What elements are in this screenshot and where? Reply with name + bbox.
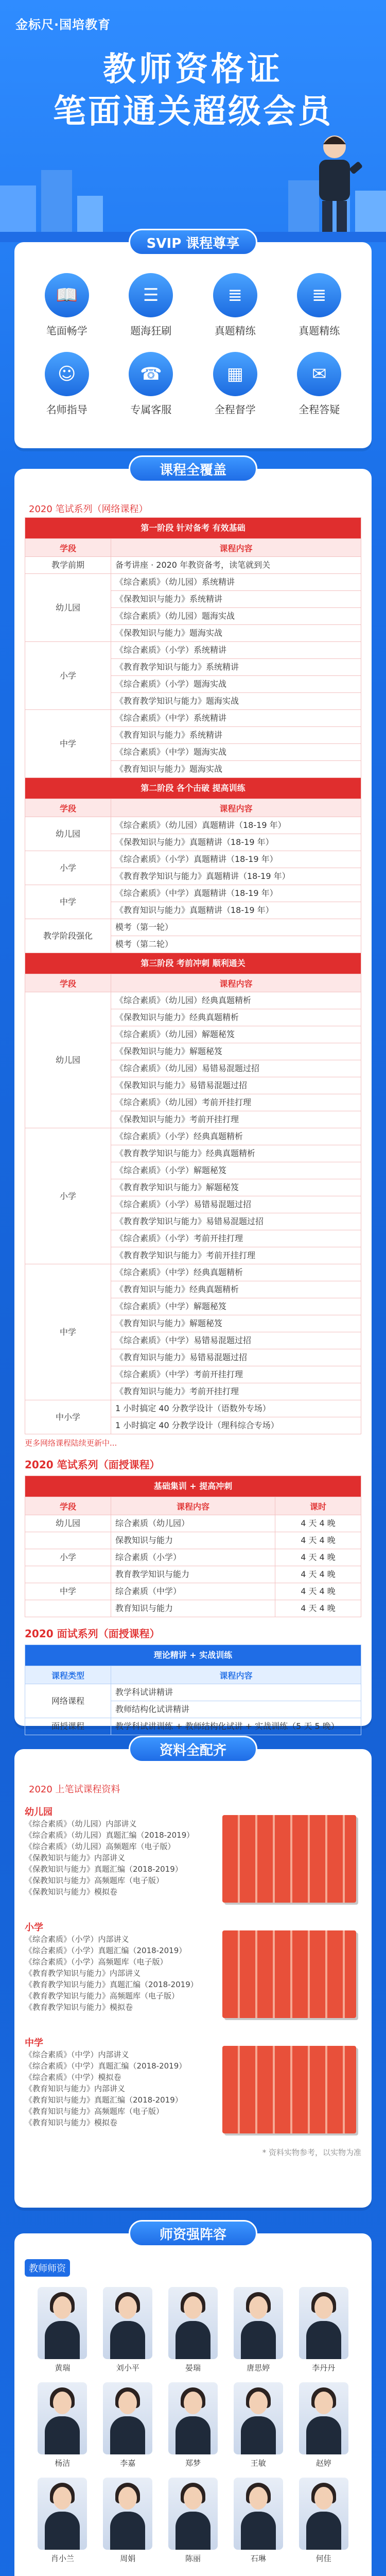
- hours-cell: 4 天 4 晚: [275, 1600, 361, 1617]
- table-row: [25, 1128, 361, 1145]
- calendar-icon: ▦: [213, 352, 257, 396]
- hours-cell: 4 天 4 晚: [275, 1515, 361, 1532]
- course-cell: 《教育知识与能力》考前开挂打理: [111, 1383, 361, 1400]
- column-header: 课程内容: [111, 1666, 361, 1684]
- teacher-name: 肖小兰: [50, 2554, 74, 2563]
- course-cell: 教学科试讲精讲: [111, 1684, 361, 1701]
- material-item: 《综合素质》（小学）内部讲义: [25, 1935, 129, 1944]
- hero-title: [0, 49, 386, 133]
- hours-cell: 4 天 4 晚: [275, 1583, 361, 1600]
- course-cell: 《保教知识与能力》易错易混题过招: [111, 1077, 361, 1094]
- hours-cell: 4 天 4 晚: [275, 1566, 361, 1583]
- teacher-name: 周娟: [120, 2554, 136, 2563]
- stage-row: [25, 1476, 361, 1497]
- svip-item: [193, 273, 277, 337]
- material-item: 《综合素质》（中学）模拟卷: [25, 2073, 121, 2082]
- course-cell: 《教育教学知识与能力》经典真题精析: [111, 1145, 361, 1162]
- material-item: 《综合素质》（幼儿园）真题汇编（2018-2019）: [25, 1831, 195, 1840]
- table-row: [25, 919, 361, 936]
- paper-icon: ≣: [297, 273, 341, 317]
- teachers-inner: [25, 2259, 361, 2576]
- material-group: [25, 1805, 361, 1913]
- svip-item: [277, 273, 362, 337]
- svip-item: [109, 352, 194, 416]
- course-cell: 《保教知识与能力》真题精讲（18-19 年）: [111, 834, 361, 851]
- teacher-name: 杨洁: [55, 2459, 71, 2468]
- material-item: 《综合素质》（幼儿园）高频题库（电子版）: [25, 1842, 176, 1851]
- course-cell: 《综合素质》（幼儿园）题海实战: [111, 608, 361, 625]
- material-group: [25, 2036, 361, 2144]
- course-cell: 《保教知识与能力》题海实战: [111, 625, 361, 642]
- materials-groups: [25, 1805, 361, 2144]
- level-cell: 幼儿园: [25, 574, 111, 642]
- material-item: 《教育知识与能力》内部讲义: [25, 2084, 126, 2093]
- table-row: [25, 1566, 361, 1583]
- material-item: 《保教知识与能力》高频题库（电子版）: [25, 1876, 164, 1885]
- written-course-table: [25, 517, 361, 1434]
- teacher-avatar: [38, 2382, 87, 2454]
- course-cell: 模考（第二轮）: [111, 936, 361, 953]
- course-cell: 综合素质（幼儿园）: [111, 1515, 275, 1532]
- stage-heading: 第一阶段 针对备考 有效基础: [25, 518, 361, 539]
- level-cell: [25, 1600, 111, 1617]
- table-row: [25, 817, 361, 834]
- teacher-avatar: [299, 2287, 348, 2359]
- course-cell: 《综合素质》（中学）考前开挂打理: [111, 1366, 361, 1383]
- face-course-table: [25, 1476, 361, 1617]
- teacher-avatar: [103, 2382, 152, 2454]
- material-level: 幼儿园: [25, 1807, 52, 1818]
- teacher-avatar: [168, 2382, 218, 2454]
- teachers-tag: 教师师资: [25, 2259, 70, 2277]
- level-cell: 幼儿园: [25, 1515, 111, 1532]
- teacher-card: [95, 2287, 161, 2373]
- course-cell: 《综合素质》（小学）经典真题精析: [111, 1128, 361, 1145]
- book-stack-illustration: [222, 1930, 356, 2018]
- materials-note: * 资料实物参考，以实物为准: [262, 2148, 361, 2157]
- course-cell: 《综合素质》（幼儿园）经典真题精析: [111, 992, 361, 1009]
- svip-title: SVIP 课程尊享: [129, 229, 257, 256]
- type-cell: 网络课程: [25, 1684, 111, 1718]
- chat-icon: ✉: [297, 352, 341, 396]
- svip-label: 笔面畅学: [46, 325, 87, 337]
- course-cell: 《教育教学知识与能力》系统精讲: [111, 659, 361, 676]
- course-cell: 《综合素质》（中学）解题秘笈: [111, 1298, 361, 1315]
- svip-label: 专属客服: [130, 403, 172, 416]
- teacher-card: [95, 2478, 161, 2564]
- teacher-card: [161, 2382, 226, 2468]
- material-item: 《综合素质》（小学）真题汇编（2018-2019）: [25, 1946, 187, 1955]
- level-cell: 小学: [25, 642, 111, 710]
- material-level: 小学: [25, 1922, 43, 1933]
- stage-row: [25, 1645, 361, 1666]
- stage-row: [25, 953, 361, 974]
- table-row: [25, 1583, 361, 1600]
- hours-cell: 4 天 4 晚: [275, 1549, 361, 1566]
- course-cell: 《综合素质》（小学）考前开挂打理: [111, 1230, 361, 1247]
- teacher-card: [161, 2287, 226, 2373]
- svip-label: 全程督学: [214, 403, 256, 416]
- teachers-title: 师资强阵容: [129, 2220, 257, 2247]
- teacher-avatar: [103, 2287, 152, 2359]
- svip-label: 全程答疑: [299, 403, 340, 416]
- table-row: [25, 1264, 361, 1281]
- course-cell: 《教育教学知识与能力》考前开挂打理: [111, 1247, 361, 1264]
- teacher-grid: [25, 2277, 361, 2576]
- materials-card: [14, 1743, 372, 2208]
- teacher-avatar: [234, 2382, 283, 2454]
- material-item: 《教育教学知识与能力》内部讲义: [25, 1969, 141, 1978]
- svip-label: 名师指导: [46, 403, 87, 416]
- level-cell: 教学前期: [25, 557, 111, 574]
- written-series-tag: 2020 笔试系列（网络课程）: [29, 504, 148, 515]
- material-item: 《教育知识与能力》高频题库（电子版）: [25, 2107, 164, 2116]
- course-cell: 《综合素质》（小学）解题秘笈: [111, 1162, 361, 1179]
- course-cell: 《综合素质》（幼儿园）真题精讲（18-19 年）: [111, 817, 361, 834]
- table-header-row: [25, 799, 361, 817]
- type-cell: 面授课程: [25, 1718, 111, 1735]
- material-item: 《教育教学知识与能力》模拟卷: [25, 2003, 133, 2012]
- table-row: [25, 710, 361, 727]
- material-item: 《教育教学知识与能力》真题汇编（2018-2019）: [25, 1980, 198, 1989]
- table-row: [25, 851, 361, 868]
- stage-heading: 基础集训 + 提高冲刺: [25, 1476, 361, 1497]
- material-group: [25, 1920, 361, 2028]
- interview-course-table: [25, 1645, 361, 1735]
- teacher-avatar: [38, 2287, 87, 2359]
- course-cell: 《教育教学知识与能力》易错易混题过招: [111, 1213, 361, 1230]
- table-row: [25, 1549, 361, 1566]
- table-row: [25, 1515, 361, 1532]
- course-cell: 《保教知识与能力》经典真题精析: [111, 1009, 361, 1026]
- hero-title-line1: 教师资格证: [103, 50, 283, 89]
- paper-icon: ≣: [213, 273, 257, 317]
- stage-heading: 理论精讲 + 实战训练: [25, 1645, 361, 1666]
- column-header: 学段: [25, 1497, 111, 1515]
- teacher-name: 李丹丹: [312, 2363, 336, 2372]
- svip-item: [25, 273, 109, 337]
- teacher-name: 石琳: [250, 2554, 266, 2563]
- column-header: 课程内容: [111, 799, 361, 817]
- table-row: [25, 1532, 361, 1549]
- teacher-name: 晏瑞: [185, 2363, 201, 2372]
- stage-heading: 第三阶段 考前冲刺 顺利通关: [25, 953, 361, 974]
- table-header-row: [25, 1666, 361, 1684]
- material-item: 《教育教学知识与能力》高频题库（电子版）: [25, 1991, 180, 2001]
- svip-card: [14, 236, 372, 448]
- course-cell: 《教育教学知识与能力》真题精讲（18-19 年）: [111, 868, 361, 885]
- course-cell: 《综合素质》（中学）真题精讲（18-19 年）: [111, 885, 361, 902]
- teacher-card: [30, 2382, 95, 2468]
- material-item: 《保教知识与能力》模拟卷: [25, 1887, 118, 1896]
- book-stack-illustration: [222, 2046, 356, 2133]
- table-row: [25, 992, 361, 1009]
- material-item: 《综合素质》（小学）高频题库（电子版）: [25, 1957, 168, 1967]
- column-header: 学段: [25, 974, 111, 992]
- course-cell: 《综合素质》（幼儿园）易错易混题过招: [111, 1060, 361, 1077]
- table-row: [25, 1600, 361, 1617]
- course-cell: 《教育知识与能力》解题秘笈: [111, 1315, 361, 1332]
- course-cell: 1 小时搞定 40 分教学设计（理科综合专场）: [111, 1417, 361, 1434]
- document-icon: ☰: [129, 273, 173, 317]
- stage-row: [25, 778, 361, 799]
- course-cell: 《综合素质》（小学）真题精讲（18-19 年）: [111, 851, 361, 868]
- level-cell: 小学: [25, 851, 111, 885]
- interview-series-tag: 2020 面试系列（面授课程）: [25, 1628, 160, 1640]
- teacher-card: [291, 2478, 356, 2564]
- course-cell: 《综合素质》（中学）经典真题精析: [111, 1264, 361, 1281]
- face-series-tag: 2020 笔试系列（面授课程）: [25, 1459, 160, 1471]
- course-cell: 备考讲座 · 2020 年教资备考，读笔就到关: [111, 557, 361, 574]
- hero-banner: [0, 0, 386, 242]
- table-header-row: [25, 1497, 361, 1515]
- materials-tag: 2020 上笔试课程资料: [29, 1784, 120, 1795]
- table-header-row: [25, 539, 361, 557]
- material-item: 《综合素质》（幼儿园）内部讲义: [25, 1819, 137, 1828]
- courses-title: 课程全覆盖: [129, 455, 257, 482]
- teacher-avatar: [299, 2478, 348, 2550]
- course-cell: 《综合素质》（幼儿园）解题秘笈: [111, 1026, 361, 1043]
- level-cell: [25, 1566, 111, 1583]
- course-cell: 《保教知识与能力》解题秘笈: [111, 1043, 361, 1060]
- teacher-card: [291, 2382, 356, 2468]
- course-cell: 《教育知识与能力》题海实战: [111, 761, 361, 778]
- stage-row: [25, 518, 361, 539]
- material-item: 《保教知识与能力》内部讲义: [25, 1853, 126, 1862]
- course-cell: 教育教学知识与能力: [111, 1566, 275, 1583]
- teacher-card: [30, 2478, 95, 2564]
- teacher-card: [30, 2287, 95, 2373]
- teacher-card: [225, 2287, 291, 2373]
- column-header: 课时: [275, 1497, 361, 1515]
- table-row: [25, 1718, 361, 1735]
- teacher-name: 何佳: [315, 2554, 331, 2563]
- materials-inner: [25, 1780, 361, 2158]
- column-header: 学段: [25, 799, 111, 817]
- level-cell: 小学: [25, 1128, 111, 1264]
- teacher-avatar: [168, 2287, 218, 2359]
- course-cell: 保教知识与能力: [111, 1532, 275, 1549]
- brand-logo: 金标尺·国培教育: [15, 18, 111, 32]
- table-row: [25, 574, 361, 591]
- material-item: 《教育知识与能力》模拟卷: [25, 2118, 118, 2127]
- course-cell: 《教育知识与能力》真题精讲（18-19 年）: [111, 902, 361, 919]
- svip-item: [109, 273, 194, 337]
- material-item: 《保教知识与能力》真题汇编（2018-2019）: [25, 1865, 183, 1874]
- course-cell: 《教育教学知识与能力》解题秘笈: [111, 1179, 361, 1196]
- teacher-avatar: [168, 2478, 218, 2550]
- course-cell: 《教育知识与能力》系统精讲: [111, 727, 361, 744]
- teacher-icon: ☺: [45, 352, 89, 396]
- stage-heading: 第二阶段 各个击破 提高训练: [25, 778, 361, 799]
- teacher-name: 陈丽: [185, 2554, 201, 2563]
- table-row: [25, 885, 361, 902]
- teacher-avatar: [234, 2287, 283, 2359]
- material-level: 中学: [25, 2038, 43, 2048]
- course-cell: 《综合素质》（小学）易错易混题过招: [111, 1196, 361, 1213]
- teacher-name: 黄瑞: [55, 2363, 71, 2372]
- level-cell: 教学阶段强化: [25, 919, 111, 953]
- svip-label: 真题精练: [299, 325, 340, 337]
- teacher-name: 赵婷: [315, 2459, 331, 2468]
- teacher-name: 刘小平: [116, 2363, 139, 2372]
- headset-icon: ☎: [129, 352, 173, 396]
- course-cell: 《保教知识与能力》考前开挂打理: [111, 1111, 361, 1128]
- course-cell: 教育知识与能力: [111, 1600, 275, 1617]
- teacher-avatar: [38, 2478, 87, 2550]
- level-cell: 中小学: [25, 1400, 111, 1434]
- course-cell: 综合素质（小学）: [111, 1549, 275, 1566]
- teacher-card: [225, 2478, 291, 2564]
- course-cell: 《教育知识与能力》易错易混题过招: [111, 1349, 361, 1366]
- table-row: [25, 557, 361, 574]
- course-cell: 《综合素质》（幼儿园）考前开挂打理: [111, 1094, 361, 1111]
- course-cell: 《综合素质》（小学）系统精讲: [111, 642, 361, 659]
- teacher-name: 郑梦: [185, 2459, 201, 2468]
- level-cell: 小学: [25, 1549, 111, 1566]
- teacher-name: 唐思婷: [247, 2363, 270, 2372]
- teacher-avatar: [234, 2478, 283, 2550]
- course-cell: 教学科试讲训练 + 教师结构化试讲 + 实战训练（5 天 5 晚）: [111, 1718, 361, 1735]
- svip-item: [277, 352, 362, 416]
- hours-cell: 4 天 4 晚: [275, 1532, 361, 1549]
- teachers-card: [14, 2227, 372, 2576]
- column-header: 学段: [25, 539, 111, 557]
- svip-label: 题海狂刷: [130, 325, 172, 337]
- course-cell: 《综合素质》（中学）易错易混题过招: [111, 1332, 361, 1349]
- businessman-illustration: [304, 129, 365, 232]
- hero-title-line2: 笔面通关超级会员: [53, 93, 333, 131]
- teacher-card: [95, 2382, 161, 2468]
- course-cell: 《综合素质》（幼儿园）系统精讲: [111, 574, 361, 591]
- course-cell: 1 小时搞定 40 分教学设计（语数外专场）: [111, 1400, 361, 1417]
- column-header: 课程类型: [25, 1666, 111, 1684]
- course-cell: 《综合素质》（中学）系统精讲: [111, 710, 361, 727]
- material-item: 《综合素质》（中学）内部讲义: [25, 2050, 129, 2059]
- teacher-card: [291, 2287, 356, 2373]
- level-cell: 幼儿园: [25, 992, 111, 1128]
- material-item: 《综合素质》（中学）真题汇编（2018-2019）: [25, 2061, 187, 2071]
- level-cell: 中学: [25, 1264, 111, 1400]
- svip-item: [25, 352, 109, 416]
- course-cell: 《综合素质》（中学）题海实战: [111, 744, 361, 761]
- svip-label: 真题精练: [214, 325, 256, 337]
- teacher-avatar: [103, 2478, 152, 2550]
- level-cell: 中学: [25, 885, 111, 919]
- teacher-name: 李嘉: [120, 2459, 136, 2468]
- course-cell: 教师结构化试讲精讲: [111, 1701, 361, 1718]
- column-header: 课程内容: [111, 539, 361, 557]
- column-header: 课程内容: [111, 974, 361, 992]
- table-row: [25, 1684, 361, 1701]
- column-header: 课程内容: [111, 1497, 275, 1515]
- course-cell: 《教育教学知识与能力》题海实战: [111, 693, 361, 710]
- teacher-avatar: [299, 2382, 348, 2454]
- table-header-row: [25, 974, 361, 992]
- more-courses-note: 更多网络课程陆续更新中...: [25, 1438, 117, 1448]
- svip-item: [193, 352, 277, 416]
- materials-title: 资料全配齐: [129, 1736, 257, 1762]
- course-cell: 《教育知识与能力》经典真题精析: [111, 1281, 361, 1298]
- material-item: 《教育知识与能力》真题汇编（2018-2019）: [25, 2095, 183, 2105]
- teacher-card: [161, 2478, 226, 2564]
- level-cell: [25, 1532, 111, 1549]
- course-cell: 模考（第一轮）: [111, 919, 361, 936]
- book-stack-illustration: [222, 1815, 356, 1903]
- courses-card: [14, 463, 372, 1731]
- courses-inner: [25, 500, 361, 1735]
- course-cell: 《保教知识与能力》系统精讲: [111, 591, 361, 608]
- table-row: [25, 1400, 361, 1417]
- course-cell: 《综合素质》（小学）题海实战: [111, 676, 361, 693]
- level-cell: 幼儿园: [25, 817, 111, 851]
- svip-grid: [14, 242, 372, 441]
- teacher-name: 王敏: [250, 2459, 266, 2468]
- book-icon: 📖: [45, 273, 89, 317]
- course-cell: 综合素质（中学）: [111, 1583, 275, 1600]
- level-cell: 中学: [25, 710, 111, 778]
- level-cell: 中学: [25, 1583, 111, 1600]
- teacher-card: [225, 2382, 291, 2468]
- table-row: [25, 642, 361, 659]
